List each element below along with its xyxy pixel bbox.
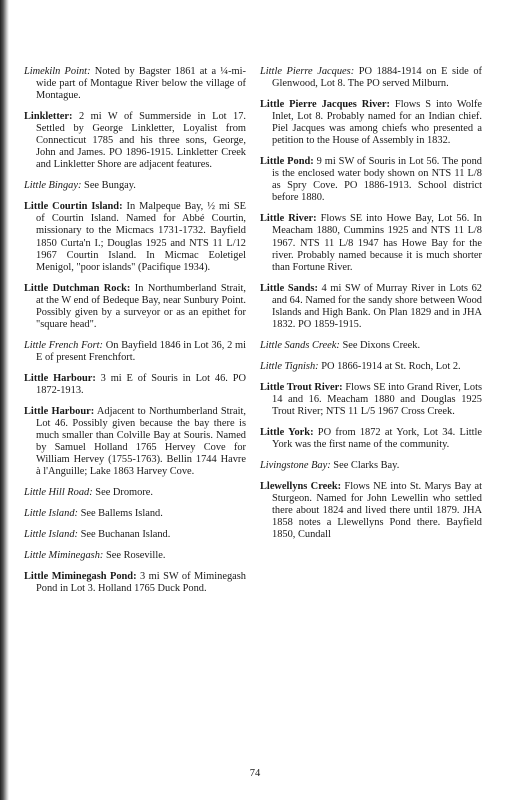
entry-heading: Little Dutchman Rock: [24,282,131,294]
entry-heading: Little Island: [24,507,78,519]
entry-text: 9 mi SW of Souris in Lot 56. The pond is the enclosed water body shown on NTS 11 L/8 as Spry Cove. PO 1886-1913. School district before 1880. [272,156,482,204]
entry-heading: Llewellyns Creek: [260,480,342,492]
gazetteer-entry [24,571,246,595]
gazetteer-entry [24,111,246,171]
entry-text: See Ballems Island. [77,507,163,519]
entry-text: Noted by Bagster 1861 at a ¼-mi-wide part of Montague River below the village of Montague. [36,66,246,102]
right-column [260,66,482,550]
entry-heading: Little Courtin Island: [24,201,123,213]
gazetteer-entry [24,508,246,520]
entry-text: Adjacent to Northumberland Strait, Lot 46. Possibly given because the bay there is much smaller than Colville Bay at Souris. Named by Samuel Holland 1765 Hervey Cove for William Hervey (1755-1763). Bellin 1744 Havre à l'Anguille; Lake 1863 Harvey Cove. [36,405,246,478]
entry-heading: Little Sands: [260,282,318,294]
entry-text: In Malpeque Bay, ½ mi SE of Courtin Island. Named for Abbé Courtin, missionary to the Micmacs 1731-1732. Bayfield 1850 Curta'n I.; Douglas 1925 and NTS 11 L/12 1967 Courtin Island. In Micmac Eoletigel Menigol, "poor islands" (Pacifique 1934). [36,201,246,273]
entry-heading: Little Pierre Jacques River: [260,98,390,110]
entry-text: Flows S into Wolfe Inlet, Lot 8. Probably named for an Indian chief. Piel Jacques was among chiefs who presented a petition to the House of Assembly in 1832. [272,98,482,147]
gazetteer-entry [24,487,246,499]
gazetteer-entry [24,550,246,562]
page-number: 74 [249,768,261,779]
entry-heading: Little York: [260,426,314,438]
left-column [24,66,246,604]
entry-text: See Bungay. [81,180,136,192]
entry-heading: Little Hill Road: [24,487,93,499]
gazetteer-entry [24,201,246,274]
entry-text: PO from 1872 at York, Lot 34. Little York was the first name of the community. [272,426,482,450]
entry-text: Flows NE into St. Marys Bay at Sturgeon. Named for John Lewellin who settled there about 1824 and lived there until 1879. JHA 1858 notes a Llewellyns Pond there. Bayfield 1850, Cundall [272,480,482,540]
entry-heading: Linkletter: [24,111,73,123]
entry-heading: Little Miminegash: [24,549,104,561]
gazetteer-entry [260,382,482,418]
gazetteer-entry [260,361,482,373]
entry-text: 3 mi E of Souris in Lot 46. PO 1872-1913. [36,372,246,396]
gazetteer-entry [260,340,482,352]
entry-heading: Little Tignish: [260,360,319,372]
entry-heading: Little Miminegash Pond: [24,570,137,582]
entry-text: See Roseville. [103,549,166,561]
entry-text: On Bayfield 1846 in Lot 36, 2 mi E of present Frenchfort. [36,339,246,363]
entry-heading: Little Harbour: [24,405,95,417]
gazetteer-entry [260,460,482,472]
entry-heading: Little Sands Creek: [260,339,340,351]
gazetteer-entry [260,427,482,451]
entry-text: See Dixons Creek. [339,339,421,351]
entry-text: PO 1866-1914 at St. Roch, Lot 2. [318,360,461,372]
entry-text: In Northumberland Strait, at the W end of Bedeque Bay, near Sunbury Point. Possibly given by a surveyor or as an epithet for "square head". [36,282,247,330]
entry-heading: Little Pierre Jacques: [260,66,355,77]
entry-heading: Limekiln Point: [24,66,91,77]
entry-text: Flows SE into Howe Bay, Lot 56. In Meacham 1880, Cummins 1925 and NTS 11 L/8 1967. NTS 11 L/8 1947 has Howe Bay for the river. Probably named because it is much shorter than Fortune River. [272,213,483,273]
entry-heading: Little French Fort: [24,339,104,351]
entry-heading: Little Trout River: [260,381,343,393]
gazetteer-entry [260,213,482,273]
entry-heading: Little Bingay: [24,180,82,192]
gazetteer-entry [24,406,246,479]
entry-text: PO 1884-1914 on E side of Glenwood, Lot 8. The PO served Milburn. [272,66,482,90]
entry-text: 4 mi SW of Murray River in Lots 62 and 64. Named for the sandy shore between Wood Islands and High Bank. On Plan 1829 and in JHA 1832. PO 1859-1915. [272,282,482,330]
gazetteer-entry [24,283,246,331]
gazetteer-entry [260,156,482,204]
entry-heading: Little Harbour: [24,372,96,384]
entry-text: 2 mi W of Summerside in Lot 17. Settled by George Linkletter, Loyalist from Connecticut 1785 and his three sons, George, John and James. PO 1896-1915. Linkletter Creek and Linkletter Shore are adjacent features. [36,111,246,171]
entry-text: See Buchanan Island. [77,528,171,540]
entry-text: See Clarks Bay. [330,459,400,471]
gazetteer-entry [260,481,482,541]
gazetteer-entry [24,529,246,541]
entry-text: 3 mi SW of Miminegash Pond in Lot 3. Holland 1765 Duck Pond. [36,570,246,594]
entry-text: See Dromore. [92,487,154,499]
gazetteer-entry [24,66,246,102]
gazetteer-entry [260,66,482,90]
gazetteer-entry [24,373,246,397]
entry-heading: Livingstone Bay: [260,459,331,471]
gazetteer-entry [260,99,482,147]
entry-heading: Little Island: [24,528,78,540]
entry-text: Flows SE into Grand River, Lots 14 and 16. Meacham 1880 and Douglas 1925 Trout River; NTS 11 L/5 1967 Cross Creek. [272,381,482,417]
gazetteer-entry [24,340,246,364]
page-edge-shadow [0,0,9,800]
entry-heading: Little Pond: [260,156,314,168]
gazetteer-entry [24,180,246,192]
entry-heading: Little River: [260,213,317,225]
gazetteer-entry [260,283,482,331]
